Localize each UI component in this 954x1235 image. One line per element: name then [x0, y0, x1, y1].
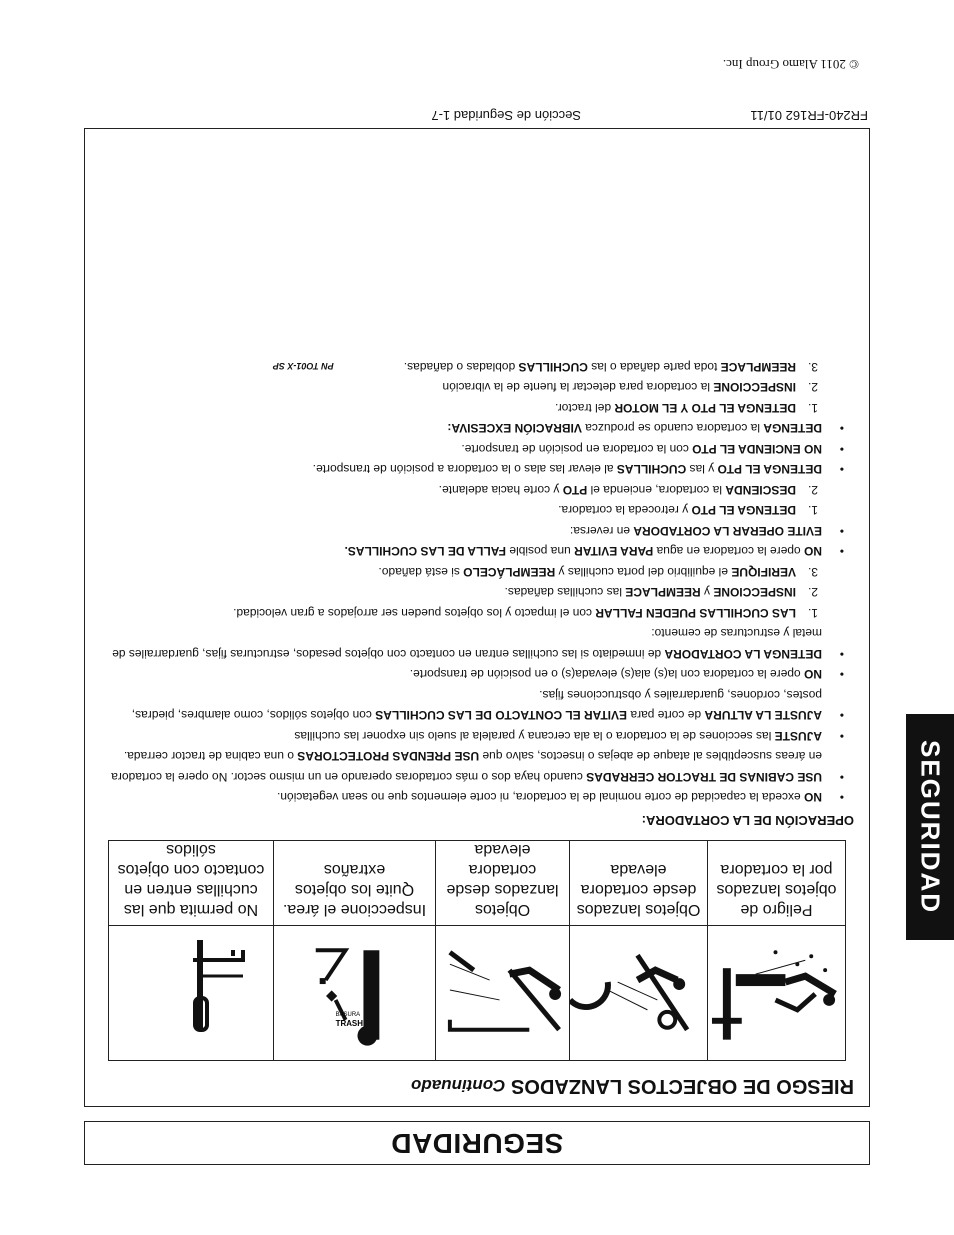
hazard-label-2: Objetos lanzados desde cortadora elevada	[576, 861, 701, 918]
bullet-dot: •	[839, 462, 844, 477]
operation-title: OPERACIÓN DE LA CORTADORA:	[641, 813, 854, 828]
item-bold-text: REEMPLACE	[720, 360, 796, 374]
item-bold-text: INSPECCIONE	[713, 585, 796, 600]
bullet-item	[100, 726, 854, 747]
part-number: PN TO01-X SP	[272, 361, 334, 371]
section-title	[411, 1074, 854, 1097]
item-text: o una cabina de tractor cerrada.	[123, 749, 298, 764]
item-bold-text: NO	[804, 667, 822, 682]
copyright: © 2011 Alamo Group Inc.	[722, 57, 859, 72]
item-bold-text: DESCIENDA	[725, 483, 796, 497]
item-number: 1.	[807, 503, 818, 518]
item-text: una posible	[506, 544, 575, 559]
basura-label: BASURA	[335, 1011, 361, 1018]
item-text: al elevar las alas o la cortadora a posición de transporte.	[312, 462, 617, 477]
item-text: con objetos sólidos, como alambres, piedras, postes, cordones, guardarrailes y obstrucciones fijas.	[131, 688, 822, 723]
item-number: 1.	[807, 401, 818, 415]
item-number: 2.	[807, 380, 818, 395]
bullet-dot: •	[839, 770, 844, 784]
bullet-item	[100, 623, 854, 664]
item-text: la cortadora, encienda el	[587, 483, 726, 497]
section-title-text: RIESGO DE OBJECTOS LANZADOS	[510, 1075, 854, 1097]
item-text: opere la cortadora con la(s) ala(s) elevada(s) o en posición de transporte.	[409, 667, 804, 682]
hazard-label-3: Objetos lanzados desde cortadora elevada	[446, 841, 559, 918]
item-text: exceda la capacidad de corte nominal de la cortadora, ni corte elementos que no sean vegetación.	[276, 790, 804, 805]
hazard-pictures-row	[109, 925, 845, 1060]
item-bold-text: DETENGA	[763, 421, 822, 436]
item-bold-text: CUCHILLAS	[518, 360, 588, 374]
item-text: y las	[686, 462, 718, 477]
bullet-dot: •	[839, 544, 844, 559]
bullet-dot: •	[839, 524, 844, 538]
numbered-item	[100, 582, 854, 603]
operation-section	[100, 356, 854, 831]
bullet-dot: •	[839, 421, 844, 436]
footer-page: Sección de Seguridad 1-7	[431, 108, 581, 123]
item-bold-text: DETENGA EL PTO	[691, 503, 796, 518]
item-bold-text: NO ENCIENDA EL PTO	[692, 442, 822, 456]
item-bold-text: REEMPLÁCELO	[463, 565, 556, 579]
section-continued: Continuado	[411, 1076, 506, 1095]
item-bold-text: VERIFIQUE	[731, 565, 796, 579]
hazard-label-1: Peligro de objetos lanzados por la cortadora	[716, 861, 837, 918]
trash-label: TRASH	[335, 1018, 363, 1028]
bullet-item	[100, 541, 854, 562]
item-bold-text: USE PRENDAS PROTECTORAS	[297, 749, 480, 764]
item-bold-text: INSPECCIONE	[713, 380, 796, 395]
hazard-text-row	[109, 841, 845, 925]
item-text: con el impacto y los objetos pueden ser arrojados a gran velocidad.	[233, 606, 596, 620]
bullet-item	[100, 787, 854, 808]
bullet-item	[100, 521, 854, 542]
operation-list	[100, 356, 854, 808]
item-bold-text: NO	[804, 544, 822, 559]
item-number: 2.	[807, 483, 818, 497]
side-tab-label: SEGURIDAD	[915, 739, 946, 915]
bullet-item	[100, 746, 854, 787]
bullet-item	[100, 664, 854, 685]
item-text: en reversa:	[569, 524, 634, 538]
bullet-dot: •	[839, 442, 844, 456]
item-text: las cuchillas dañadas.	[504, 585, 626, 600]
item-bold-text: CUCHILLAS	[616, 462, 687, 477]
item-text: del tractor.	[555, 401, 615, 415]
item-text: las secciones de la cortadora o la ala cercana y paralela al suelo sin exponer las cuchillas	[294, 729, 775, 743]
item-bold-text: AJUSTE LA ALTURA	[704, 708, 822, 723]
bullet-item	[100, 439, 854, 460]
raised-deck-debris-icon	[569, 926, 707, 1060]
item-bold-text: AJUSTE	[774, 729, 822, 743]
item-text: dobladas o dañadas.	[403, 360, 519, 374]
footer-model: FR240-FR162 01/11	[750, 108, 868, 123]
item-text: el equilibrio del porta cuchillas y	[555, 565, 732, 579]
bullet-dot: •	[839, 790, 844, 805]
item-text: la cortadora para detectar la fuente de la vibración	[442, 380, 714, 395]
page-header-title: SEGURIDAD	[390, 1128, 564, 1159]
item-number: 1.	[807, 606, 818, 620]
item-bold-text: EVITAR EL CONTACTO DE LAS CUCHILLAS	[375, 708, 628, 723]
numbered-item	[100, 377, 854, 398]
numbered-item	[100, 356, 854, 378]
numbered-item	[100, 398, 854, 419]
bullet-item	[100, 459, 854, 480]
item-number: 2.	[807, 585, 818, 600]
hazard-label-5: No permita que las cuchillas entren en contacto con objetos sólidos	[117, 841, 265, 918]
item-bold-text: LAS CUCHILLAS PUEDEN FALLAR	[595, 606, 796, 620]
item-bold-text: DETENGA EL PTO	[717, 462, 822, 477]
trash-pickup-icon	[273, 926, 435, 1060]
bullet-dot: •	[839, 647, 844, 661]
flying-debris-icon	[707, 926, 845, 1060]
item-bold-text: PARA EVITAR	[574, 544, 654, 559]
item-bold-text: REEMPLACE	[625, 585, 701, 600]
item-number: 3.	[807, 565, 818, 579]
bullet-item	[100, 418, 854, 439]
item-text: con la cortadora en posición de transporte.	[461, 442, 693, 456]
numbered-item	[100, 562, 854, 583]
item-bold-text: DETENGA EL PTO Y EL MOTOR	[614, 401, 796, 415]
item-text: de corte para	[627, 708, 705, 723]
item-text: si está dañado.	[378, 565, 464, 579]
hazard-table	[108, 840, 846, 1061]
bullet-item	[100, 685, 854, 726]
item-text: de inmediato si las cuchillas entran en contacto con objetos pesados, estructuras fijas, guardarrailes de metal y estructuras de cemento:	[112, 626, 822, 661]
item-text: la cortadora cuando se produzca	[581, 421, 764, 436]
item-bold-text: DETENGA LA CORTADORA	[664, 647, 822, 661]
numbered-item	[100, 480, 854, 501]
item-text: y retroceda la cortadora.	[558, 503, 692, 518]
numbered-item	[100, 603, 854, 624]
hazard-label-4: Inspeccione el área. Quite los objetos extraños	[282, 861, 427, 918]
item-bold-text: FALLA DE LAS CUCHILLAS.	[344, 544, 507, 559]
numbered-item	[100, 500, 854, 521]
item-bold-text: EVITE OPERAR LA CORTADORA	[633, 524, 822, 538]
item-text: opere la cortadora en agua	[653, 544, 804, 559]
raised-deck-impact-icon	[435, 926, 569, 1060]
item-text: toda parte dañada o las	[587, 360, 721, 374]
item-bold-text: VIBRACIÓN EXCESIVA:	[447, 421, 582, 436]
item-text: y corte hacia adelante.	[438, 483, 563, 497]
item-text: y	[700, 585, 714, 600]
bullet-dot: •	[839, 729, 844, 743]
item-bold-text: NO	[804, 790, 822, 805]
item-text: cuando haya dos o más cortadoras operando en un mismo sector. No opere la cortadora en áreas susceptibles al ataque de abejas o insectos, salvo que	[111, 749, 822, 784]
item-bold-text: USE CABINAS DE TRACTOR CERRADAS	[586, 770, 822, 784]
blade-solid-object-icon	[109, 926, 273, 1060]
bullet-dot: •	[839, 667, 844, 682]
item-bold-text: PTO	[562, 483, 588, 497]
side-tab	[906, 714, 954, 940]
bullet-dot: •	[839, 708, 844, 723]
item-number: 3.	[807, 360, 818, 374]
